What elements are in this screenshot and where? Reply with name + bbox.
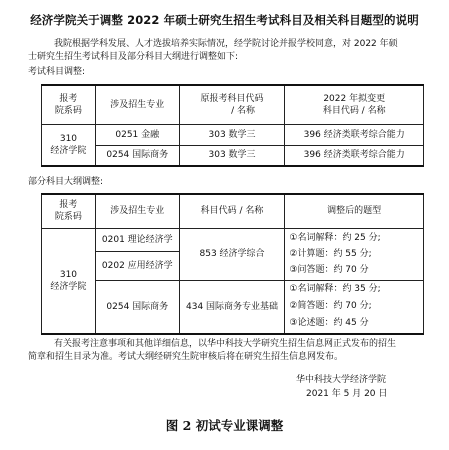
table-header-row [42, 85, 424, 124]
dept-code: 310 [59, 269, 78, 280]
syllabus-change-table [41, 193, 424, 335]
orig-subject-cell: 303 数学三 [179, 145, 285, 166]
question-type-line: ①名词解释：约 35 分; [289, 284, 381, 295]
question-type-line: ②简答题：约 70 分; [289, 301, 372, 312]
document-title: 经济学院关于调整 2022 年硕士研究生招生考试科目及相关科目题型的说明 [30, 13, 419, 27]
note-line-2: 简章和招生目录为准。考试大纲经研究生院审核后将在研究生招生信息网发布。 [28, 352, 344, 362]
header-text: 院系码 [54, 212, 82, 223]
header-text: 院系码 [54, 105, 82, 116]
question-types-cell [285, 228, 424, 280]
subject-cell: 434 国际商务专业基础 [179, 280, 285, 334]
header-text: 2022 年拟变更 [323, 93, 386, 104]
section-label-syllabus: 部分科目大纲调整: [28, 177, 104, 187]
note-line-1: 有关报考注意事项和其他详细信息，以华中科技大学研究生招生信息网正式发布的招生 [54, 339, 397, 349]
table-row [42, 228, 424, 251]
signature-org: 华中科技大学经济学院 [296, 375, 387, 385]
question-type-line: ③论述题：约 45 分 [289, 318, 369, 329]
header-question-types: 调整后的题型 [285, 194, 424, 228]
table-row [42, 124, 424, 145]
intro-line-2: 士研究生招生考试科目及部分科目大纲进行调整如下: [28, 52, 239, 62]
header-dept-code [42, 194, 96, 228]
header-major: 涉及招生专业 [95, 194, 179, 228]
question-types-cell [285, 280, 424, 334]
orig-subject-cell: 303 数学三 [179, 124, 285, 145]
header-original-subject [179, 85, 285, 124]
major-cell: 0254 国际商务 [95, 145, 179, 166]
signature-date: 2021 年 5 月 20 日 [306, 389, 388, 399]
table-row [42, 280, 424, 334]
header-text: 科目代码 / 名称 [322, 105, 386, 116]
header-text: / 名称 [231, 105, 255, 116]
header-text: 报考 [59, 200, 78, 211]
intro-line-1: 我院根据学科发展、人才选拔培养实际情况，经学院讨论并报学校同意，对 2022 年硕 [54, 39, 398, 49]
question-type-line: ②计算题：约 55 分; [289, 249, 372, 259]
dept-cell [42, 124, 96, 166]
major-cell: 0202 应用经济学 [95, 251, 179, 280]
header-new-subject [285, 85, 424, 124]
major-cell: 0254 国际商务 [95, 280, 179, 334]
header-subject: 科目代码 / 名称 [179, 194, 285, 228]
section-label-subjects: 考试科目调整: [28, 67, 86, 77]
header-text: 报考 [59, 93, 78, 104]
header-dept-code [42, 85, 96, 124]
figure-caption: 图 2 初试专业课调整 [165, 418, 284, 433]
table-header-row [42, 194, 424, 228]
new-subject-cell: 396 经济类联考综合能力 [285, 145, 424, 166]
header-major: 涉及招生专业 [95, 85, 179, 124]
dept-code: 310 [59, 133, 78, 144]
table-row [42, 145, 424, 166]
major-cell: 0201 理论经济学 [95, 228, 179, 251]
header-text: 原报考科目代码 [200, 93, 264, 104]
dept-name: 经济学院 [50, 281, 87, 292]
subject-change-table [41, 84, 424, 167]
question-type-line: ①名词解释：约 25 分; [289, 233, 381, 243]
new-subject-cell: 396 经济类联考综合能力 [285, 124, 424, 145]
question-type-line: ③问答题：约 70 分 [289, 265, 369, 275]
dept-name: 经济学院 [50, 145, 87, 156]
dept-cell [42, 228, 96, 334]
subject-cell: 853 经济学综合 [179, 228, 285, 280]
major-cell: 0251 金融 [95, 124, 179, 145]
